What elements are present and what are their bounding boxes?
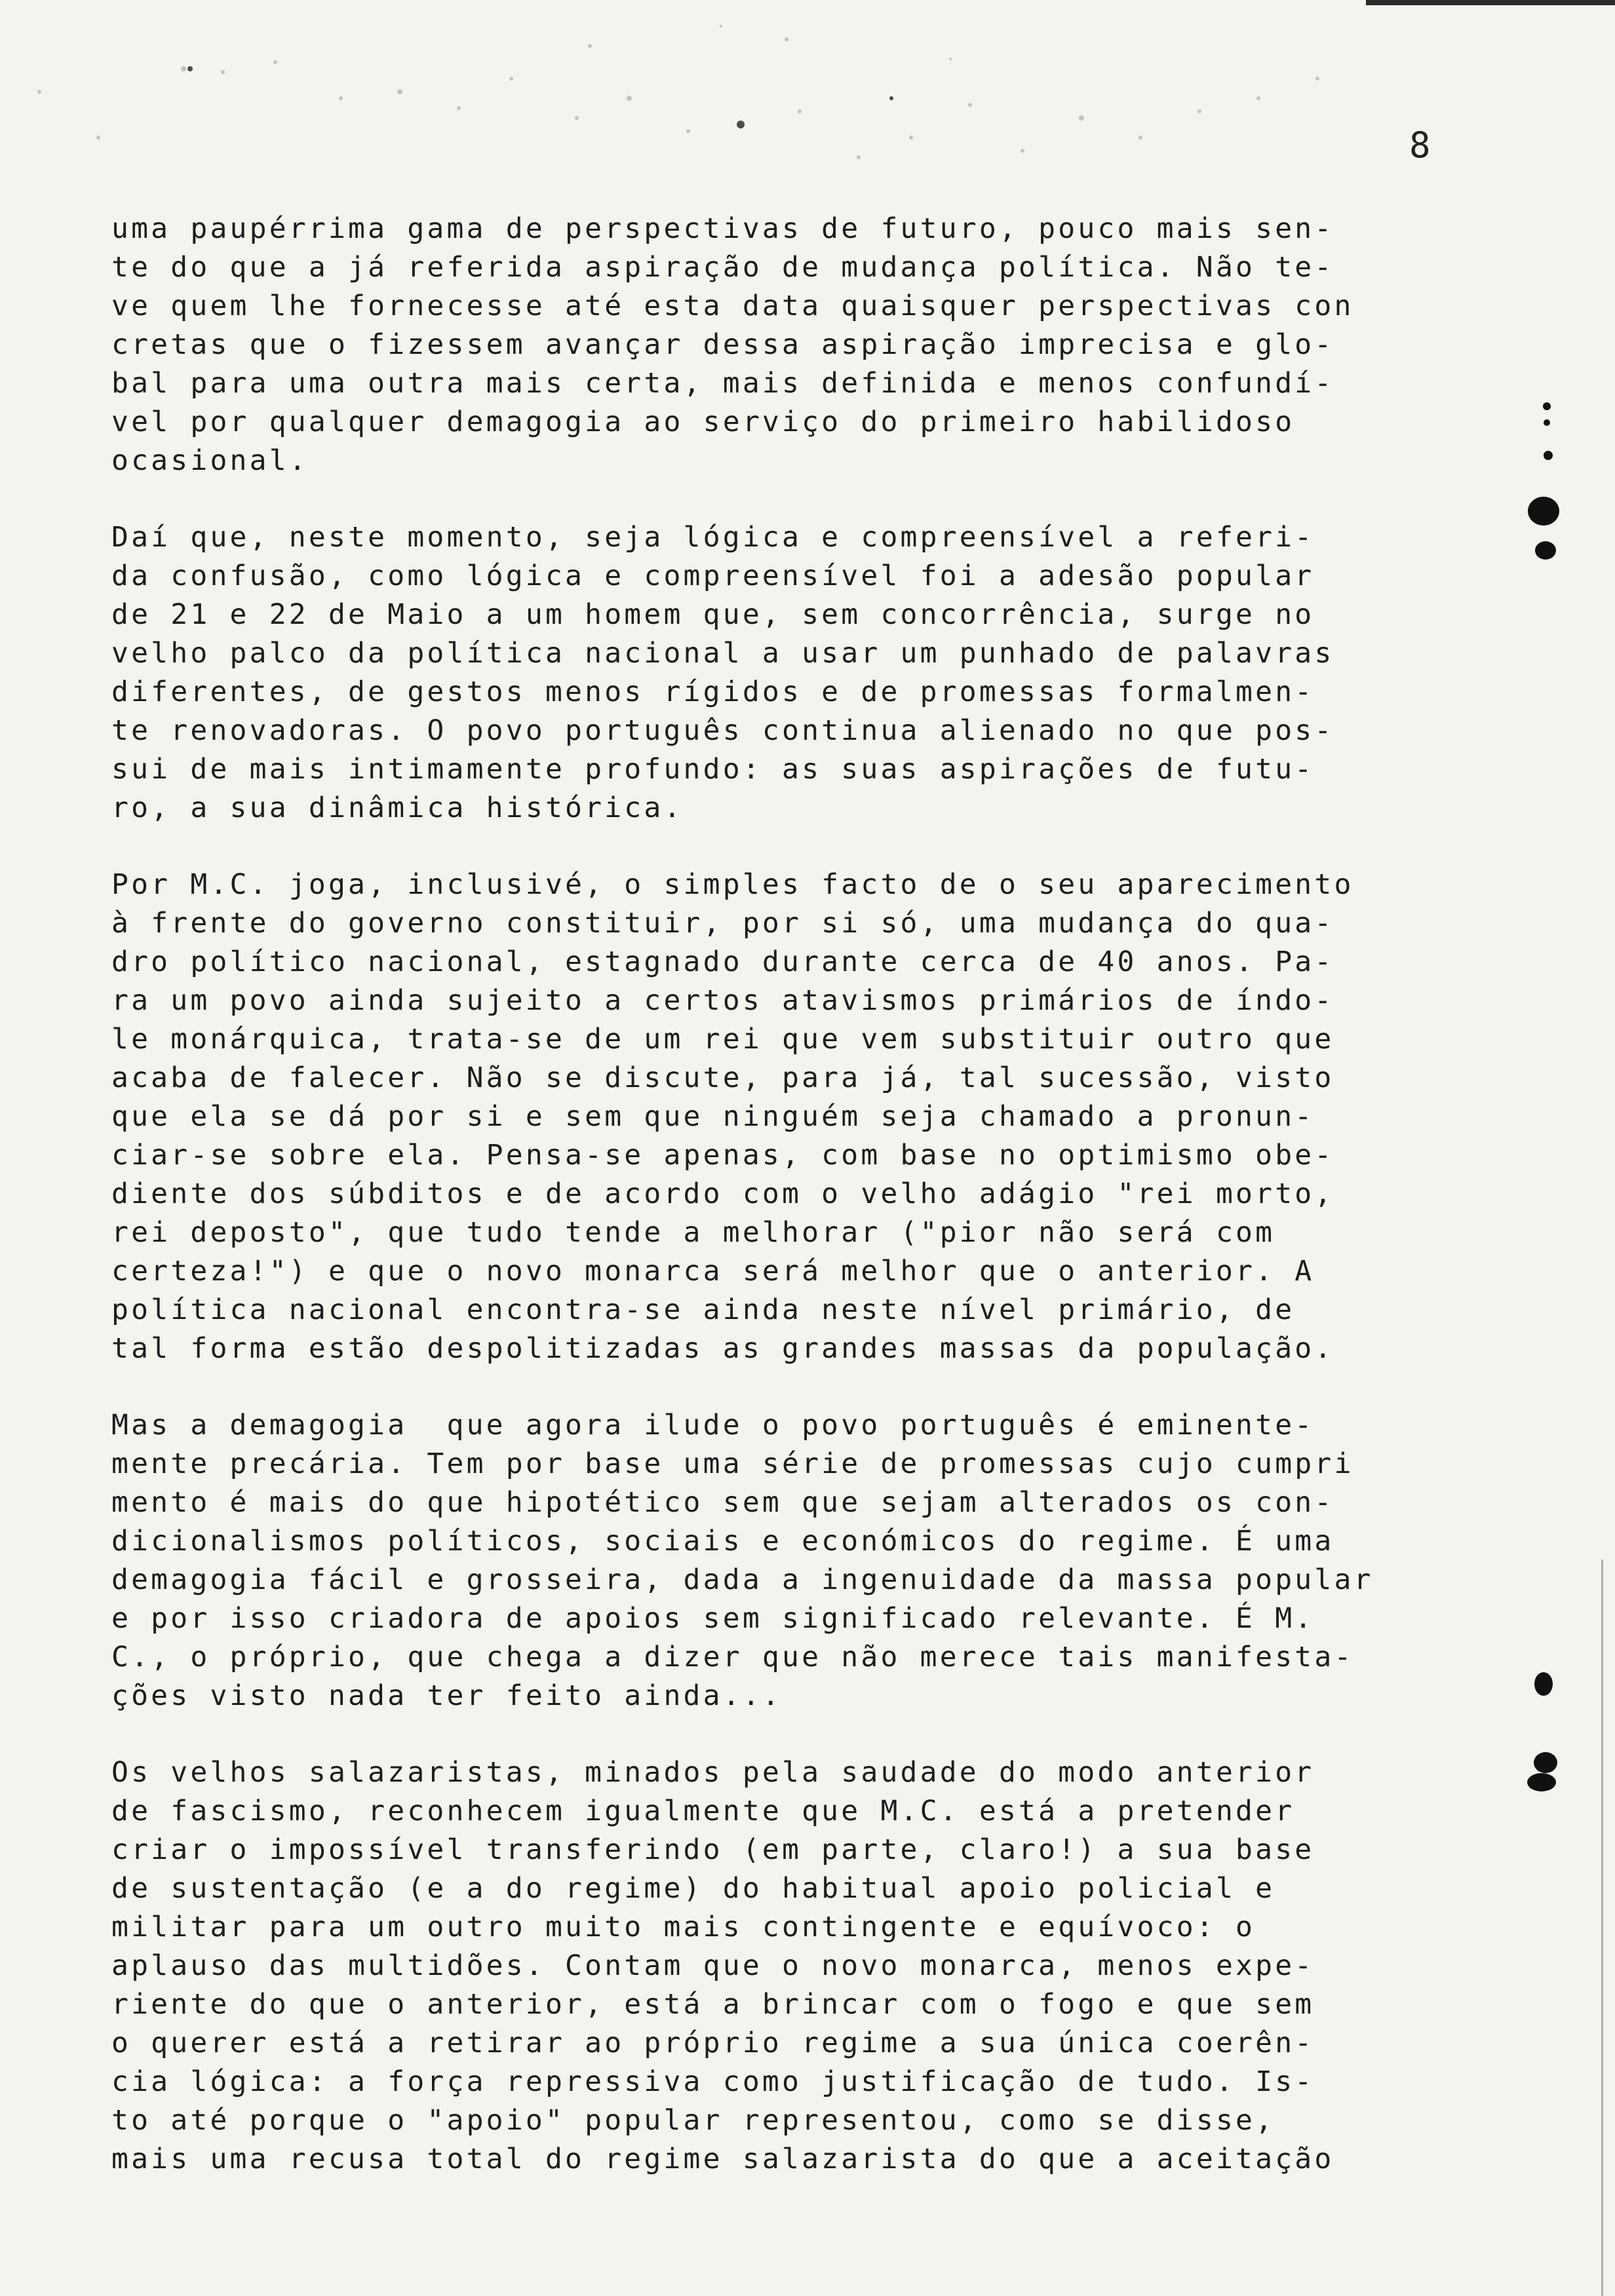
text-line: ções visto nada ter feito ainda... — [111, 1679, 782, 1712]
text-line: Os velhos salazaristas, minados pela saudade do modo anterior — [111, 1756, 1315, 1789]
paragraph — [111, 1753, 1455, 2179]
text-line: e por isso criadora de apoios sem significado relevante. É M. — [111, 1602, 1315, 1635]
text-line: sui de mais intimamente profundo: as suas aspirações de futu- — [111, 753, 1315, 786]
text-line: demagogia fácil e grosseira, dada a ingenuidade da massa popular — [111, 1563, 1374, 1596]
scan-noise — [0, 0, 1615, 197]
paragraph — [111, 518, 1455, 828]
paragraph — [111, 210, 1455, 480]
page-number: 8 — [1409, 124, 1431, 166]
text-line: dro político nacional, estagnado durante cerca de 40 anos. Pa- — [111, 946, 1334, 978]
text-line: diente dos súbditos e de acordo com o velho adágio "rei morto, — [111, 1177, 1334, 1210]
text-line: mento é mais do que hipotético sem que sejam alterados os con- — [111, 1486, 1334, 1519]
text-line: C., o próprio, que chega a dizer que não merece tais manifesta- — [111, 1641, 1354, 1674]
text-line: cia lógica: a força repressiva como justificação de tudo. Is- — [111, 2065, 1315, 2098]
text-line: aplauso das multidões. Contam que o novo monarca, menos expe- — [111, 1949, 1315, 1982]
text-line: velho palco da política nacional a usar um punhado de palavras — [111, 637, 1334, 670]
text-line: rei deposto", que tudo tende a melhorar ("pior não será com — [111, 1216, 1275, 1249]
text-line: o querer está a retirar ao próprio regime a sua única coerên- — [111, 2027, 1315, 2059]
text-line: criar o impossível transferindo (em parte, claro!) a sua base — [111, 1833, 1315, 1866]
text-line: vel por qualquer demagogia ao serviço do primeiro habilidoso — [111, 406, 1295, 438]
text-line: ve quem lhe fornecesse até esta data quaisquer perspectivas con — [111, 290, 1354, 322]
text-line: bal para uma outra mais certa, mais definida e menos confundí- — [111, 367, 1334, 400]
paragraph — [111, 1406, 1455, 1715]
text-line: tal forma estão despolitizadas as grandes massas da população. — [111, 1332, 1334, 1365]
text-line: acaba de falecer. Não se discute, para já, tal sucessão, visto — [111, 1062, 1334, 1094]
text-line: que ela se dá por si e sem que ninguém seja chamado a pronun- — [111, 1100, 1315, 1133]
text-line: mente precária. Tem por base uma série de promessas cujo cumpri — [111, 1447, 1354, 1480]
text-line: cretas que o fizessem avançar dessa aspiração imprecisa e glo- — [111, 328, 1334, 361]
text-line: ocasional. — [111, 444, 309, 477]
text-line: à frente do governo constituir, por si só, uma mudança do qua- — [111, 907, 1334, 940]
paragraph — [111, 866, 1455, 1368]
text-line: certeza!") e que o novo monarca será melhor que o anterior. A — [111, 1255, 1315, 1288]
text-line: política nacional encontra-se ainda neste nível primário, de — [111, 1293, 1295, 1326]
text-line: mais uma recusa total do regime salazarista do que a aceitação — [111, 2143, 1334, 2175]
text-line: diferentes, de gestos menos rígidos e de promessas formalmen- — [111, 676, 1315, 708]
text-line: to até porque o "apoio" popular representou, como se disse, — [111, 2104, 1275, 2137]
text-line: da confusão, como lógica e compreensível foi a adesão popular — [111, 560, 1315, 592]
margin-ink-marks — [1508, 393, 1573, 1835]
text-line: Daí que, neste momento, seja lógica e compreensível a referi- — [111, 521, 1315, 554]
text-line: de fascismo, reconhecem igualmente que M.C. está a pretender — [111, 1795, 1295, 1827]
scan-edge-mark — [1366, 0, 1615, 5]
text-line: te renovadoras. O povo português continua alienado no que pos- — [111, 714, 1334, 747]
text-line: riente do que o anterior, está a brincar com o fogo e que sem — [111, 1988, 1315, 2021]
text-line: Mas a demagogia que agora ilude o povo português é eminente- — [111, 1409, 1315, 1442]
text-line: uma paupérrima gama de perspectivas de futuro, pouco mais sen- — [111, 212, 1334, 245]
scan-edge-line — [1601, 1559, 1603, 2296]
text-line: ciar-se sobre ela. Pensa-se apenas, com base no optimismo obe- — [111, 1139, 1334, 1172]
text-line: dicionalismos políticos, sociais e económicos do regime. É uma — [111, 1525, 1334, 1558]
text-line: Por M.C. joga, inclusivé, o simples facto de o seu aparecimento — [111, 868, 1354, 901]
body-text — [111, 210, 1455, 2217]
text-line: te do que a já referida aspiração de mudança política. Não te- — [111, 251, 1334, 284]
text-line: de 21 e 22 de Maio a um homem que, sem concorrência, surge no — [111, 598, 1315, 631]
text-line: militar para um outro muito mais contingente e equívoco: o — [111, 1911, 1256, 1943]
text-line: de sustentação (e a do regime) do habitual apoio policial e — [111, 1872, 1275, 1905]
text-line: le monárquica, trata-se de um rei que vem substituir outro que — [111, 1023, 1334, 1056]
text-line: ra um povo ainda sujeito a certos atavismos primários de índo- — [111, 984, 1334, 1017]
text-line: ro, a sua dinâmica histórica. — [111, 792, 684, 824]
